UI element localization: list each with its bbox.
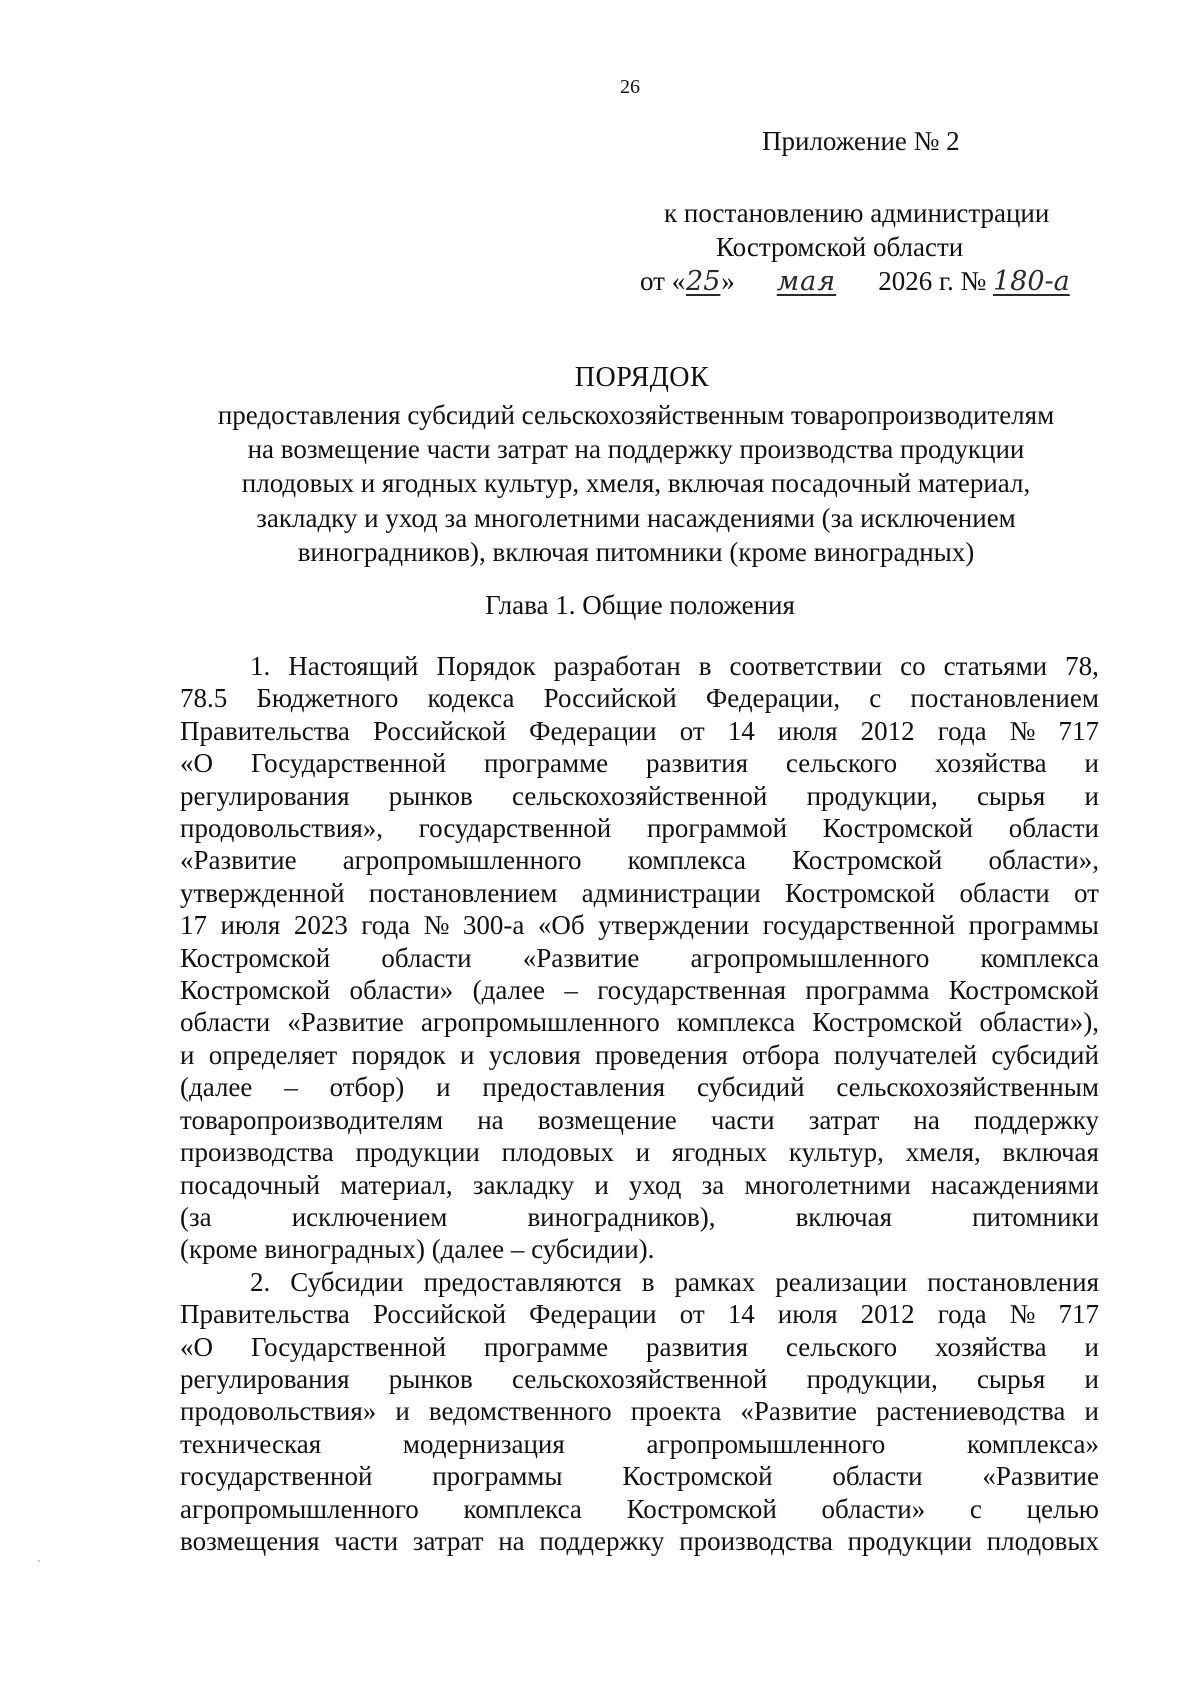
paragraph-line: товаропроизводителям на возмещение части затрат на поддержку (180, 1104, 1099, 1135)
handwritten-doc-number: 180-а (993, 266, 1070, 297)
paragraph-line: продовольствия» и ведомственного проекта «Развитие растениеводства и (180, 1396, 1099, 1427)
paragraph-line: регулирования рынков сельскохозяйственной продукции, сырья и (180, 1363, 1099, 1394)
paragraph-line: 1. Настоящий Порядок разработан в соответствии со статьями 78, (250, 651, 1099, 681)
paragraph-line: регулирования рынков сельскохозяйственной продукции, сырья и (180, 780, 1099, 811)
document-subtitle (172, 398, 1100, 569)
paragraph-line: области «Развитие агропромышленного комплекса Костромской области»), (180, 1007, 1099, 1038)
subtitle-line: на возмещение части затрат на поддержку производства продукции (247, 434, 1025, 465)
date-line (640, 266, 1093, 297)
paragraph-line: «О Государственной программе развития сельского хозяйства и (180, 1331, 1099, 1362)
paragraph-line: агропромышленного комплекса Костромской области» с целью (180, 1493, 1099, 1524)
paragraph-line: «Развитие агропромышленного комплекса Костромской области», (180, 845, 1099, 876)
handwritten-month: мая (776, 266, 837, 297)
paragraph-line: продовольствия», государственной программой Костромской области (180, 813, 1099, 844)
paragraph-line: (далее – отбор) и предоставления субсидий сельскохозяйственным (180, 1072, 1099, 1103)
chapter-heading: Глава 1. Общие положения (485, 590, 795, 620)
date-prefix: от « (640, 266, 686, 296)
handwritten-day: 25 (686, 266, 721, 297)
subtitle-line: предоставления субсидий сельскохозяйственным товаропроизводителям (217, 400, 1055, 430)
paragraph-line: и определяет порядок и условия проведения отбора получателей субсидий (180, 1039, 1099, 1070)
paragraph-line: 78.5 Бюджетного кодекса Российской Федерации, с постановлением (180, 683, 1099, 714)
paragraph-line: Костромской области «Развитие агропромышленного комплекса (180, 942, 1099, 973)
paragraph-line: (кроме виноградных) (далее – субсидии). (180, 1234, 655, 1265)
region-name: Костромской области (716, 232, 964, 262)
paragraph-line: Костромской области» (далее – государственная программа Костромской (180, 975, 1099, 1006)
date-mid: » (721, 266, 742, 296)
paragraph-line: «О Государственной программе развития сельского хозяйства и (180, 748, 1099, 779)
page-number: 26 (620, 76, 640, 98)
subtitle-line: плодовых и ягодных культур, хмеля, включая посадочный материал, (241, 468, 1031, 499)
date-year: 2026 г. № (871, 266, 993, 296)
scan-dot (38, 1560, 40, 1562)
paragraph-line: посадочный материал, закладку и уход за многолетними насаждениями (180, 1169, 1099, 1200)
body-text (180, 650, 1099, 1557)
paragraph-line: 17 июля 2023 года № 300-а «Об утверждении государственной программы (180, 910, 1099, 941)
paragraph-line: техническая модернизация агропромышленного комплекса» (180, 1428, 1099, 1459)
appendix-label: Приложение № 2 (762, 126, 960, 156)
paragraph-line: 2. Субсидии предоставляются в рамках реализации постановления (250, 1266, 1099, 1297)
document-title: ПОРЯДОК (574, 362, 710, 393)
paragraph-line: Правительства Российской Федерации от 14 июля 2012 года № 717 (180, 1299, 1099, 1330)
paragraph-line: (за исключением виноградников), включая питомники (180, 1201, 1099, 1232)
paragraph-line: производства продукции плодовых и ягодных культур, хмеля, включая (180, 1137, 1099, 1168)
subtitle-line: закладку и уход за многолетними насаждениями (за исключением (256, 502, 1016, 533)
paragraph-line: возмещения части затрат на поддержку производства продукции плодовых (180, 1525, 1099, 1556)
subtitle-line: виноградников), включая питомники (кроме виноградных) (297, 536, 975, 567)
resolution-reference: к постановлению администрации (664, 198, 1050, 228)
paragraph-line: утвержденной постановлением администрации Костромской области от (180, 877, 1099, 908)
paragraph-line: Правительства Российской Федерации от 14 июля 2012 года № 717 (180, 715, 1099, 746)
paragraph-line: государственной программы Костромской области «Развитие (180, 1461, 1099, 1492)
